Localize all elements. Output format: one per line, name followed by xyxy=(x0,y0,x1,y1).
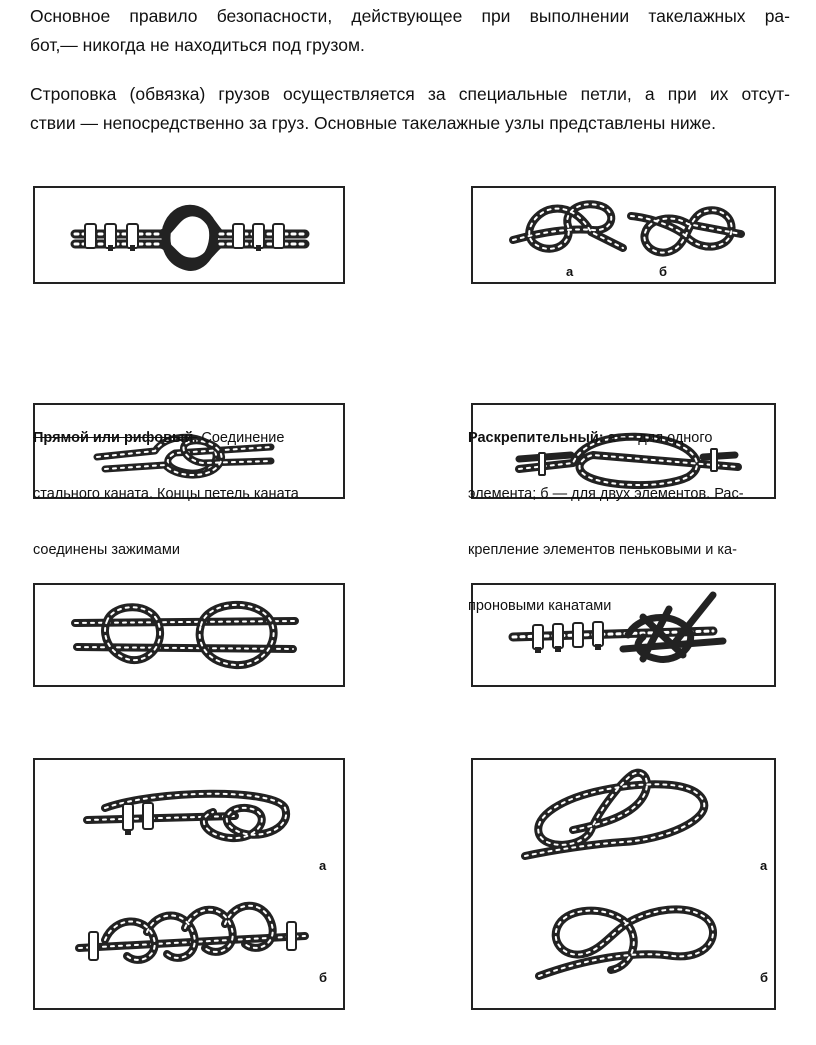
caption-reef-line-2: стального каната. Концы петель каната xyxy=(33,486,299,502)
knot-figure-single-double xyxy=(471,186,776,284)
safety-rule-paragraph xyxy=(30,2,790,60)
caption-unlashing-knot xyxy=(468,410,788,634)
figure-label-a: а xyxy=(566,264,574,279)
paragraph-1-line-2: бот,— никогда не находиться под грузом. xyxy=(30,35,365,55)
figure-label-a: а xyxy=(760,858,768,873)
caption-unlashing-line-2: элемента; б — для двух элементов. Рас- xyxy=(468,486,744,502)
caption-reef-knot xyxy=(33,410,353,578)
slinging-paragraph xyxy=(30,80,790,138)
caption-reef-title-line xyxy=(33,410,353,466)
figure-label-b: б xyxy=(760,970,769,985)
paragraph-2-line-1: Строповка (обвязка) грузов осуществляется за специальные петли, а при их отсут- xyxy=(30,84,790,104)
caption-reef-line-3: соединены зажимами xyxy=(33,542,180,558)
paragraph-1-line-1: Основное правило безопасности, действующее при выполнении такелажных ра- xyxy=(30,6,790,26)
figure-label-b: б xyxy=(659,264,668,279)
caption-unlashing-line-3: крепление элементов пеньковыми и ка- xyxy=(468,542,737,558)
caption-reef-title-rest: Соединение xyxy=(197,430,285,446)
caption-unlashing-line-4: проновыми канатами xyxy=(468,598,612,614)
knot-figure-loop-bends xyxy=(471,758,776,1010)
knot-figure-reef-clamped xyxy=(33,186,345,284)
caption-unlashing-title-rest: а — для одного xyxy=(603,430,713,446)
caption-reef-title: Прямой или рифовый. xyxy=(33,430,198,446)
caption-unlashing-title-line xyxy=(468,410,788,466)
figure-label-b: б xyxy=(319,970,328,985)
knot-figure-clamped-coils xyxy=(33,758,345,1010)
knot-figure-double-loop xyxy=(33,583,345,687)
figure-label-a: а xyxy=(319,858,327,873)
caption-unlashing-title: Раскрепительный: xyxy=(468,430,604,446)
paragraph-2-line-2: ствии — непосредственно за груз. Основные такелажные узлы представлены ниже. xyxy=(30,113,716,133)
